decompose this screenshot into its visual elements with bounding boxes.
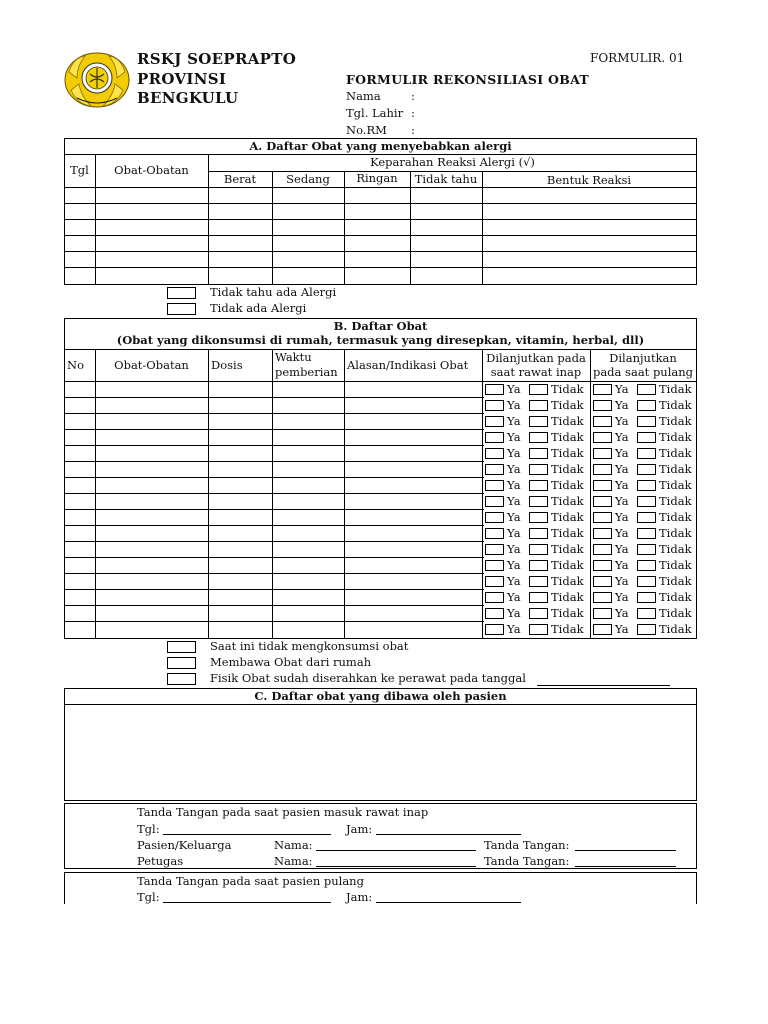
label-inap-ya: Ya [507, 526, 521, 540]
label-pulang-tidak: Tidak [659, 526, 692, 540]
section-a-col-sedang: Sedang [286, 172, 330, 186]
option-tidak-konsumsi: Saat ini tidak mengkonsumsi obat [210, 639, 409, 653]
section-a-col-berat: Berat [223, 172, 257, 186]
section-b-col-waktu: Waktu [275, 350, 312, 364]
checkbox-pulang-ya-2[interactable] [593, 400, 612, 411]
label-pulang-ya: Ya [615, 606, 629, 620]
label-inap-ya: Ya [507, 446, 521, 460]
label-inap-tidak: Tidak [551, 446, 584, 460]
section-a-col-tidak-tahu: Tidak tahu [414, 172, 478, 186]
signature-inap-pasien-nama-line[interactable] [316, 850, 476, 851]
checkbox-inap-ya-5[interactable] [485, 448, 504, 459]
label-inap-tidak: Tidak [551, 558, 584, 572]
tanggal-line[interactable] [537, 685, 670, 686]
section-b-col-obat: Obat-Obatan [114, 358, 189, 372]
checkbox-pulang-tidak-8[interactable] [637, 496, 656, 507]
option-tidak-tahu-alergi: Tidak tahu ada Alergi [210, 285, 337, 299]
label-inap-ya: Ya [507, 590, 521, 604]
checkbox-inap-tidak-6[interactable] [529, 464, 548, 475]
label-pulang-tidak: Tidak [659, 542, 692, 556]
checkbox-pulang-tidak-1[interactable] [637, 384, 656, 395]
label-inap-ya: Ya [507, 558, 521, 572]
checkbox-inap-tidak-10[interactable] [529, 528, 548, 539]
section-b-title: B. Daftar Obat [333, 319, 428, 333]
label-pulang-tidak: Tidak [659, 430, 692, 444]
label-pulang-ya: Ya [615, 574, 629, 588]
checkbox-inap-ya-16[interactable] [485, 624, 504, 635]
section-a-title: A. Daftar Obat yang menyebabkan alergi [249, 139, 512, 153]
label-inap-ya: Ya [507, 430, 521, 444]
checkbox-inap-tidak-12[interactable] [529, 560, 548, 571]
signature-inap-pasien-ttd-label: Tanda Tangan: [484, 838, 570, 852]
field-nama-label: Nama [346, 89, 381, 103]
section-c-content[interactable] [66, 706, 695, 799]
checkbox-pulang-tidak-7[interactable] [637, 480, 656, 491]
label-pulang-ya: Ya [615, 478, 629, 492]
label-inap-tidak: Tidak [551, 526, 584, 540]
label-pulang-tidak: Tidak [659, 478, 692, 492]
checkbox-pulang-ya-1[interactable] [593, 384, 612, 395]
signature-inap-tgl-line[interactable] [163, 834, 331, 835]
label-pulang-ya: Ya [615, 462, 629, 476]
checkbox-inap-ya-13[interactable] [485, 576, 504, 587]
checkbox-pulang-ya-5[interactable] [593, 448, 612, 459]
signature-inap-tgl-label: Tgl: [137, 822, 160, 836]
checkbox-pulang-ya-12[interactable] [593, 560, 612, 571]
checkbox-pulang-ya-13[interactable] [593, 576, 612, 587]
label-inap-tidak: Tidak [551, 606, 584, 620]
label-inap-ya: Ya [507, 414, 521, 428]
signature-inap-pasien-ttd-line[interactable] [575, 850, 676, 851]
checkbox-pulang-tidak-9[interactable] [637, 512, 656, 523]
signature-inap-jam-label: Jam: [346, 822, 373, 836]
label-pulang-tidak: Tidak [659, 382, 692, 396]
field-tgl-lahir-colon: : [411, 106, 415, 120]
section-b-col-pulang: Dilanjutkan [609, 351, 677, 365]
checkbox-inap-tidak-7[interactable] [529, 480, 548, 491]
signature-pulang-jam-line[interactable] [376, 902, 521, 903]
checkbox-inap-ya-12[interactable] [485, 560, 504, 571]
label-pulang-tidak: Tidak [659, 510, 692, 524]
label-pulang-ya: Ya [615, 510, 629, 524]
label-pulang-ya: Ya [615, 526, 629, 540]
label-pulang-tidak: Tidak [659, 590, 692, 604]
checkbox-inap-ya-6[interactable] [485, 464, 504, 475]
label-inap-tidak: Tidak [551, 542, 584, 556]
checkbox-inap-ya-10[interactable] [485, 528, 504, 539]
field-norm-colon: : [411, 123, 415, 137]
checkbox-inap-tidak-3[interactable] [529, 416, 548, 427]
checkbox-pulang-ya-6[interactable] [593, 464, 612, 475]
checkbox-pulang-tidak-5[interactable] [637, 448, 656, 459]
checkbox-pulang-tidak-11[interactable] [637, 544, 656, 555]
signature-inap-pasien-nama-label: Nama: [274, 838, 313, 852]
checkbox-pulang-tidak-4[interactable] [637, 432, 656, 443]
label-pulang-ya: Ya [615, 446, 629, 460]
section-a-col-bentuk: Bentuk Reaksi [546, 173, 632, 187]
checkbox-pulang-tidak-14[interactable] [637, 592, 656, 603]
label-pulang-ya: Ya [615, 398, 629, 412]
label-pulang-ya: Ya [615, 590, 629, 604]
option-membawa-obat: Membawa Obat dari rumah [210, 655, 372, 669]
checkbox-inap-tidak-4[interactable] [529, 432, 548, 443]
section-b-col-pulang-2: pada saat pulang [592, 365, 694, 379]
checkbox-inap-ya-3[interactable] [485, 416, 504, 427]
label-inap-tidak: Tidak [551, 494, 584, 508]
checkbox-pulang-tidak-16[interactable] [637, 624, 656, 635]
section-c-title: C. Daftar obat yang dibawa oleh pasien [254, 689, 507, 703]
section-b-col-inap: Dilanjutkan pada [486, 351, 586, 365]
checkbox-tidak-konsumsi[interactable] [167, 641, 196, 653]
signature-pulang-tgl-label: Tgl: [137, 890, 160, 904]
label-inap-tidak: Tidak [551, 510, 584, 524]
field-nama-colon: : [411, 89, 415, 103]
checkbox-inap-tidak-14[interactable] [529, 592, 548, 603]
label-inap-tidak: Tidak [551, 414, 584, 428]
label-pulang-tidak: Tidak [659, 446, 692, 460]
section-a-col-keparahan: Keparahan Reaksi Alergi (√) [370, 155, 535, 169]
label-inap-ya: Ya [507, 494, 521, 508]
checkbox-pulang-ya-8[interactable] [593, 496, 612, 507]
section-b-col-waktu-2: pemberian [275, 365, 338, 379]
signature-inap-petugas-ttd-label: Tanda Tangan: [484, 854, 570, 868]
checkbox-inap-ya-9[interactable] [485, 512, 504, 523]
label-inap-ya: Ya [507, 462, 521, 476]
label-pulang-ya: Ya [615, 430, 629, 444]
checkbox-inap-tidak-8[interactable] [529, 496, 548, 507]
label-pulang-ya: Ya [615, 494, 629, 508]
signature-inap-petugas-ttd-line[interactable] [575, 866, 676, 867]
label-pulang-tidak: Tidak [659, 606, 692, 620]
signature-inap-pasien-label: Pasien/Keluarga [137, 838, 232, 852]
checkbox-pulang-ya-9[interactable] [593, 512, 612, 523]
checkbox-pulang-tidak-3[interactable] [637, 416, 656, 427]
label-inap-tidak: Tidak [551, 430, 584, 444]
signature-inap-petugas-label: Petugas [137, 854, 184, 868]
label-pulang-tidak: Tidak [659, 398, 692, 412]
field-tgl-lahir-label: Tgl. Lahir [346, 106, 404, 120]
label-inap-ya: Ya [507, 574, 521, 588]
option-tidak-ada-alergi: Tidak ada Alergi [210, 301, 307, 315]
checkbox-inap-tidak-9[interactable] [529, 512, 548, 523]
checkbox-inap-tidak-15[interactable] [529, 608, 548, 619]
form-code: FORMULIR. 01 [590, 51, 685, 65]
section-a-col-ringan: Ringan [356, 171, 398, 185]
checkbox-pulang-ya-4[interactable] [593, 432, 612, 443]
section-b-subtitle: (Obat yang dikonsumsi di rumah, termasuk yang diresepkan, vitamin, herbal, dll) [116, 333, 645, 347]
label-pulang-ya: Ya [615, 382, 629, 396]
label-inap-ya: Ya [507, 398, 521, 412]
label-inap-tidak: Tidak [551, 478, 584, 492]
field-norm-label: No.RM [346, 123, 387, 137]
hospital-city: BENGKULU [137, 89, 239, 107]
label-inap-tidak: Tidak [551, 622, 584, 636]
label-inap-tidak: Tidak [551, 590, 584, 604]
signature-inap-petugas-nama-line[interactable] [316, 866, 476, 867]
label-pulang-tidak: Tidak [659, 494, 692, 508]
checkbox-inap-tidak-5[interactable] [529, 448, 548, 459]
label-inap-tidak: Tidak [551, 462, 584, 476]
label-pulang-tidak: Tidak [659, 558, 692, 572]
checkbox-inap-ya-7[interactable] [485, 480, 504, 491]
checkbox-inap-ya-14[interactable] [485, 592, 504, 603]
label-inap-tidak: Tidak [551, 574, 584, 588]
checkbox-inap-tidak-13[interactable] [529, 576, 548, 587]
label-inap-tidak: Tidak [551, 398, 584, 412]
option-fisik-obat: Fisik Obat sudah diserahkan ke perawat pada tanggal [210, 671, 526, 685]
label-pulang-ya: Ya [615, 414, 629, 428]
hospital-province: PROVINSI [137, 70, 227, 88]
hospital-name: RSKJ SOEPRAPTO [137, 50, 297, 68]
checkbox-pulang-tidak-6[interactable] [637, 464, 656, 475]
section-b-col-no: No [67, 358, 84, 372]
checkbox-pulang-tidak-15[interactable] [637, 608, 656, 619]
checkbox-inap-tidak-2[interactable] [529, 400, 548, 411]
checkbox-inap-ya-8[interactable] [485, 496, 504, 507]
form-title: FORMULIR REKONSILIASI OBAT [346, 72, 590, 87]
label-inap-ya: Ya [507, 542, 521, 556]
checkbox-fisik-obat[interactable] [167, 673, 196, 685]
label-pulang-tidak: Tidak [659, 414, 692, 428]
label-pulang-ya: Ya [615, 622, 629, 636]
label-inap-ya: Ya [507, 622, 521, 636]
checkbox-pulang-ya-11[interactable] [593, 544, 612, 555]
signature-pulang-jam-label: Jam: [346, 890, 373, 904]
section-a-col-obat: Obat-Obatan [114, 163, 189, 177]
label-inap-ya: Ya [507, 478, 521, 492]
section-b-col-alasan: Alasan/Indikasi Obat [347, 358, 469, 372]
label-pulang-tidak: Tidak [659, 574, 692, 588]
checkbox-inap-ya-15[interactable] [485, 608, 504, 619]
signature-inap-jam-line[interactable] [376, 834, 521, 835]
label-inap-ya: Ya [507, 382, 521, 396]
signature-pulang-tgl-line[interactable] [163, 902, 331, 903]
checkbox-pulang-tidak-12[interactable] [637, 560, 656, 571]
signature-inap-heading: Tanda Tangan pada saat pasien masuk rawat inap [137, 805, 429, 819]
checkbox-pulang-ya-7[interactable] [593, 480, 612, 491]
checkbox-inap-tidak-11[interactable] [529, 544, 548, 555]
label-inap-tidak: Tidak [551, 382, 584, 396]
label-pulang-ya: Ya [615, 542, 629, 556]
checkbox-pulang-tidak-10[interactable] [637, 528, 656, 539]
label-pulang-tidak: Tidak [659, 622, 692, 636]
checkbox-pulang-ya-10[interactable] [593, 528, 612, 539]
checkbox-pulang-ya-14[interactable] [593, 592, 612, 603]
checkbox-pulang-ya-3[interactable] [593, 416, 612, 427]
checkbox-membawa-obat[interactable] [167, 657, 196, 669]
signature-pulang-heading: Tanda Tangan pada saat pasien pulang [137, 874, 364, 888]
label-pulang-tidak: Tidak [659, 462, 692, 476]
section-b-col-inap-2: saat rawat inap [490, 365, 582, 379]
checkbox-inap-tidak-1[interactable] [529, 384, 548, 395]
signature-inap-petugas-nama-label: Nama: [274, 854, 313, 868]
section-a-col-tgl: Tgl [70, 163, 89, 177]
checkbox-pulang-tidak-13[interactable] [637, 576, 656, 587]
checkbox-pulang-ya-15[interactable] [593, 608, 612, 619]
label-pulang-ya: Ya [615, 558, 629, 572]
checkbox-inap-ya-11[interactable] [485, 544, 504, 555]
label-inap-ya: Ya [507, 510, 521, 524]
checkbox-pulang-tidak-2[interactable] [637, 400, 656, 411]
checkbox-inap-ya-4[interactable] [485, 432, 504, 443]
checkbox-inap-tidak-16[interactable] [529, 624, 548, 635]
checkbox-pulang-ya-16[interactable] [593, 624, 612, 635]
section-b-col-dosis: Dosis [211, 358, 243, 372]
label-inap-ya: Ya [507, 606, 521, 620]
checkbox-inap-ya-1[interactable] [485, 384, 504, 395]
checkbox-inap-ya-2[interactable] [485, 400, 504, 411]
